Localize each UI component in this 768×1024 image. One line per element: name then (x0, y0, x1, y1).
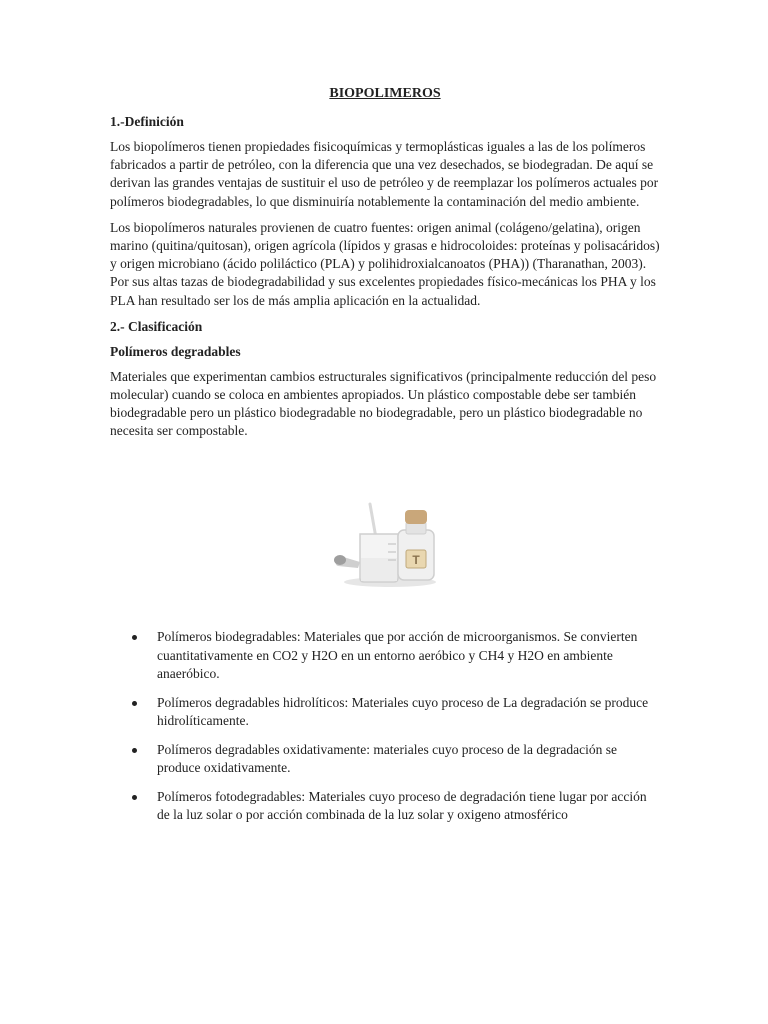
bullet-dot-icon (132, 635, 137, 640)
list-item (130, 788, 660, 825)
lab-glassware-illustration (330, 500, 440, 590)
paragraph-definicion-1: Los biopolímeros tienen propiedades fisicoquímicas y termoplásticas iguales a las de los polímeros fabricados a partir de petróleo, con la diferencia que una vez desechados, se biodegradan. De aquí se derivan las grandes ventajas de sustituir el uso de petróleo y de reemplazar los polímeros actuales por polímeros biodegradables, lo que disminuiría notablemente la contaminación del medio ambiente. (110, 139, 659, 209)
list-item-text: Polímeros biodegradables: Materiales que por acción de microorganismos. Se convierten cuantitativamente en CO2 y H2O en un entorno aeróbico y CH4 y H2O en ambiente anaeróbico. (157, 629, 638, 681)
bottle-label-letter: T (412, 553, 420, 567)
list-item (130, 694, 660, 731)
bullet-dot-icon (132, 748, 137, 753)
bullet-dot-icon (132, 795, 137, 800)
section-heading-clasificacion: 2.- Clasificación (110, 318, 203, 334)
document-body (110, 84, 660, 449)
list-item-text: Polímeros degradables hidrolíticos: Materiales cuyo proceso de La degradación se produce hidrolíticamente. (157, 694, 649, 728)
subheading-polimeros-degradables: Polímeros degradables (110, 343, 241, 359)
list-item-text: Polímeros degradables oxidativamente: materiales cuyo proceso de la degradación se produce oxidativamente. (157, 741, 617, 775)
paragraph-polimeros-degradables: Materiales que experimentan cambios estructurales significativos (principalmente reducción del peso molecular) cuando se coloca en ambientes apropiados. Un plástico compostable debe ser también biodegradable pero un plástico biodegradable no biodegradable, pero un plástico biodegradable no necesita ser compostable. (110, 368, 657, 439)
list-item-text: Polímeros fotodegradables: Materiales cuyo proceso de degradación tiene lugar por acción de la luz solar o por acción combinada de la luz solar y oxigeno atmosférico (157, 788, 647, 822)
document-title: BIOPOLIMEROS (329, 86, 441, 101)
paragraph-definicion-2: Los biopolímeros naturales provienen de cuatro fuentes: origen animal (colágeno/gelatina), origen marino (quitina/quitosan), origen agrícola (lípidos y grasas e hidrocoloides: proteínas y polisacáridos) y origen microbiano (ácido poliláctico (PLA) y polihidroxialcanoatos (PHA)) (Tharanathan, 2003). Por sus altas tazas de biodegradabilidad y sus excelentes propiedades físico-mecánicas los PHA y los PLA han resultado ser los de más amplia aplicación en la actualidad. (110, 219, 660, 308)
bullet-dot-icon (132, 701, 137, 706)
list-item (130, 741, 660, 778)
degradable-polymers-list (130, 628, 660, 835)
section-heading-definicion: 1.-Definición (110, 114, 184, 129)
lab-glassware-icon (330, 500, 440, 590)
list-item (130, 628, 660, 684)
